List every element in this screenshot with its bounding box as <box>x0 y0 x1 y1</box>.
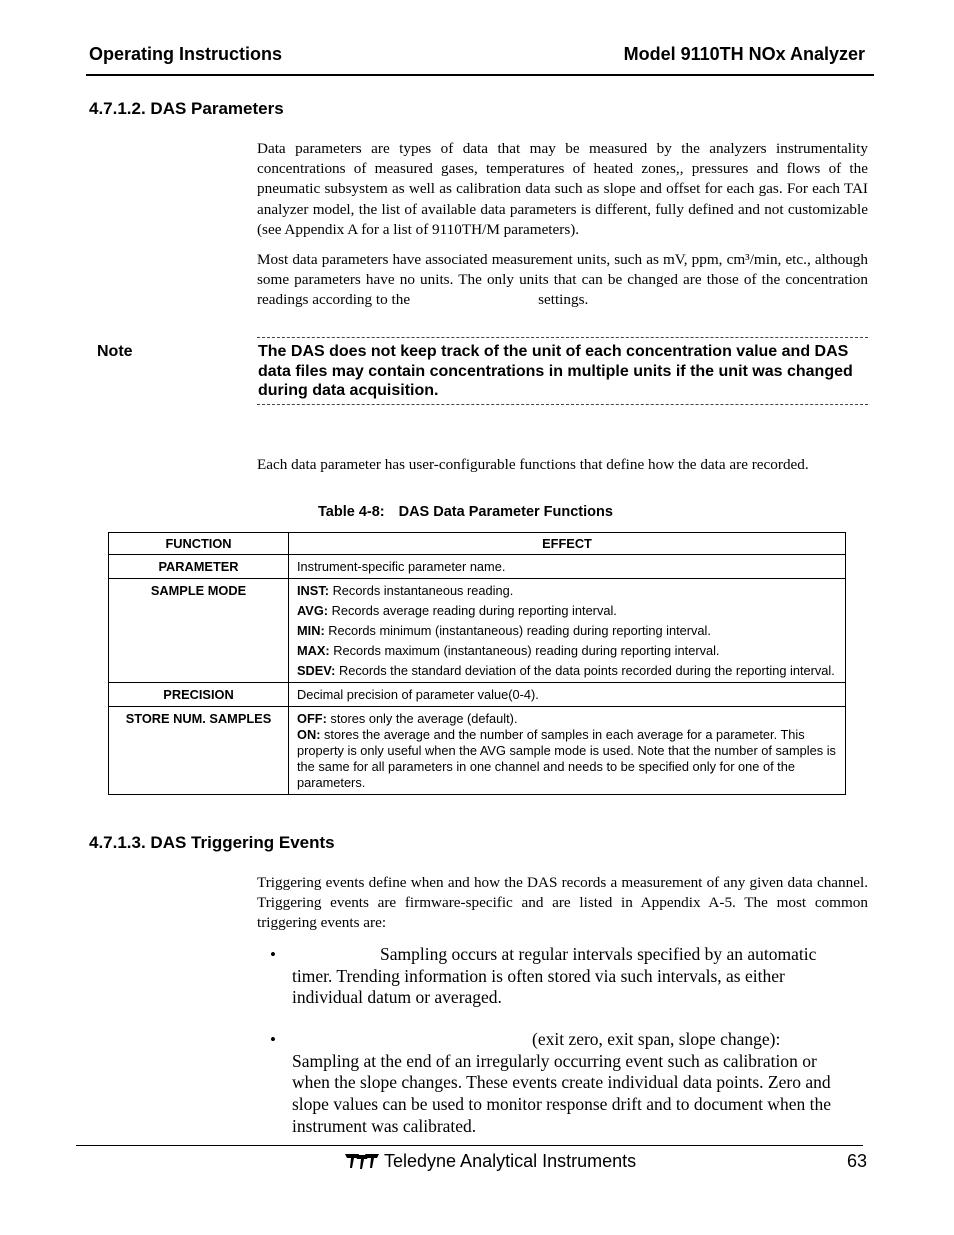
effect-cell <box>289 707 846 795</box>
section-title-das-triggering-events: 4.7.1.3. DAS Triggering Events <box>89 833 335 852</box>
note-text: The DAS does not keep track of the unit of each concentration value and DAS data files may contain concentrations in multiple units if the unit was changed during data acquisition. <box>258 343 853 399</box>
function-cell: STORE NUM. SAMPLES <box>109 707 289 795</box>
store-samples-off: OFF: stores only the average (default). <box>297 711 518 726</box>
footer-page-number: 63 <box>846 1151 867 1171</box>
das-parameter-functions-table <box>108 532 846 795</box>
header-left-title: Operating Instructions <box>89 44 283 64</box>
table-header-function: FUNCTION <box>109 533 289 555</box>
table-header-row <box>109 533 846 555</box>
note-bottom-divider <box>257 404 868 405</box>
paragraph-triggering-events: Triggering events define when and how the DAS records a measurement of any given data channel. Triggering events are firmware-specific and are listed in Appendix A-5. The most common triggering events are: <box>257 874 868 932</box>
bullet-item-periodic <box>292 944 857 1009</box>
sample-mode-max: MAX: Records maximum (instantaneous) reading during reporting interval. <box>297 643 720 658</box>
bullet-periodic-text: Sampling occurs at regular intervals specified by an automatic timer. Trending information is often stored via such intervals, as either individual datum or averaged. <box>292 944 817 1008</box>
bullet-item-event <box>292 1029 857 1138</box>
note-top-divider <box>257 337 868 338</box>
sample-mode-min: MIN: Records minimum (instantaneous) reading during reporting interval. <box>297 623 711 638</box>
paragraph-data-parameters: Data parameters are types of data that may be measured by the analyzers instrumentality concentrations of measured gases, temperatures of heated zones,, pressures and flows of the pneumatic subsystem as well as calibration data such as slope and offset for each gas. For each TAI analyzer model, the list of available data parameters is different, fully defined and not customizable (see Appendix A for a list of 9110TH/M parameters). <box>257 140 868 238</box>
sample-mode-avg: AVG: Records average reading during reporting interval. <box>297 603 617 618</box>
bullet-icon: • <box>270 1030 276 1049</box>
teledyne-logo-icon <box>345 1152 379 1170</box>
table-header-effect: EFFECT <box>289 533 846 555</box>
function-cell: PRECISION <box>109 683 289 707</box>
paragraph-measurement-units <box>257 250 868 311</box>
table-caption-title: DAS Data Parameter Functions <box>398 504 613 520</box>
sample-mode-sdev: SDEV: Records the standard deviation of the data points recorded during the reporting interval. <box>297 663 835 678</box>
bullet-icon: • <box>270 945 276 964</box>
function-cell: PARAMETER <box>109 555 289 579</box>
table-caption <box>318 504 613 520</box>
sample-mode-inst: INST: Records instantaneous reading. <box>297 583 514 598</box>
paragraph-user-configurable: Each data parameter has user-configurable functions that define how the data are recorded. <box>257 456 809 473</box>
bullet-event-text: Sampling at the end of an irregularly occurring event such as calibration or when the slope changes. These events create individual data points. Zero and slope values can be used to monitor response drift and to document when the instrument was calibrated. <box>292 1050 831 1136</box>
note-label: Note <box>97 343 133 360</box>
section-title-das-parameters: 4.7.1.2. DAS Parameters <box>89 99 284 118</box>
header-rule <box>86 74 874 76</box>
table-row <box>109 555 846 579</box>
paragraph-units-text: Most data parameters have associated measurement units, such as mV, ppm, cm³/min, etc., although some parameters have no units. The only units that can be changed are those of the concentration readings according to the <box>257 251 868 309</box>
effect-cell <box>289 579 846 683</box>
effect-cell: Decimal precision of parameter value(0-4). <box>289 683 846 707</box>
table-caption-number: Table 4-8: <box>318 504 385 520</box>
store-samples-on: ON: stores the average and the number of samples in each average for a parameter. This property is only useful when the AVG sample mode is used. Note that the number of samples is the same for all parameters in one channel and needs to be specified only for one of the parameters. <box>297 727 836 790</box>
footer-rule <box>76 1145 863 1146</box>
table-row <box>109 579 846 683</box>
header-right-title: Model 9110TH NOx Analyzer <box>623 44 865 64</box>
table-row <box>109 707 846 795</box>
effect-cell: Instrument-specific parameter name. <box>289 555 846 579</box>
table-row <box>109 683 846 707</box>
function-cell: SAMPLE MODE <box>109 579 289 683</box>
footer-company: Teledyne Analytical Instruments <box>384 1151 637 1171</box>
bullet-event-heading: (exit zero, exit span, slope change): <box>532 1029 781 1049</box>
paragraph-units-settings: settings. <box>538 291 589 309</box>
